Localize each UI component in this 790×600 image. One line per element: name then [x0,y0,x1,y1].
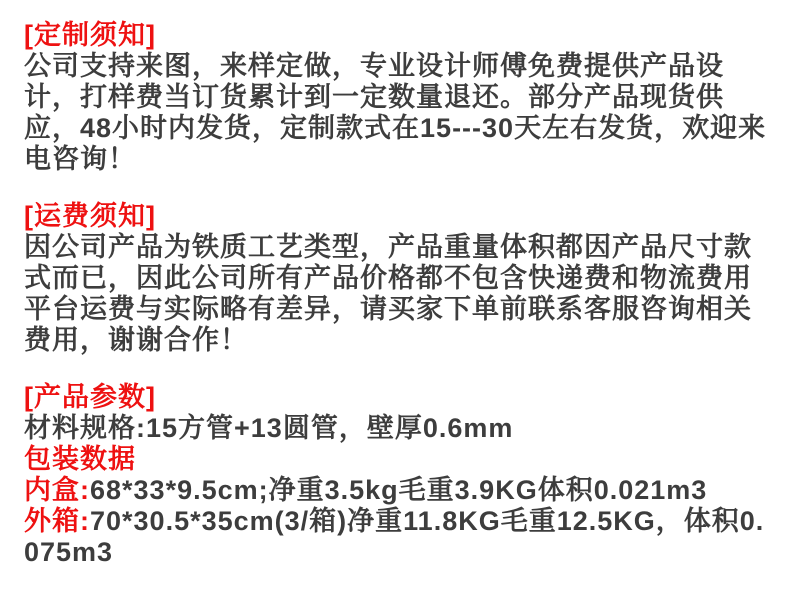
section-product-params [24,382,778,568]
inner-box-line [24,475,778,506]
material-spec-line: 材料规格:15方管+13圆管，壁厚0.6mm [24,413,514,443]
inner-box-label: 内盒: [24,475,90,505]
packaging-data-title: 包装数据 [24,444,136,474]
shipping-notice-title: [运费须知] [24,201,156,231]
custom-notice-title: [定制须知] [24,20,156,50]
product-params-title: [产品参数] [24,382,156,412]
shipping-notice-body: 因公司产品为铁质工艺类型，产品重量体积都因产品尺寸款式而已，因此公司所有产品价格都不包含快递费和物流费用平台运费与实际略有差异，请买家下单前联系客服咨询相关费用，谢谢合作！ [24,232,752,355]
outer-box-value: 70*30.5*35cm(3/箱)净重11.8KG毛重12.5KG，体积0.075m3 [24,506,765,567]
section-shipping-notice [24,201,778,356]
section-custom-notice [24,20,778,175]
outer-box-line [24,506,778,568]
inner-box-value: 68*33*9.5cm;净重3.5kg毛重3.9KG体积0.021m3 [90,475,708,505]
outer-box-label: 外箱: [24,506,90,536]
custom-notice-body: 公司支持来图，来样定做，专业设计师傅免费提供产品设计，打样费当订货累计到一定数量退还。部分产品现货供应，48小时内发货，定制款式在15---30天左右发货，欢迎来电咨询！ [24,51,767,174]
